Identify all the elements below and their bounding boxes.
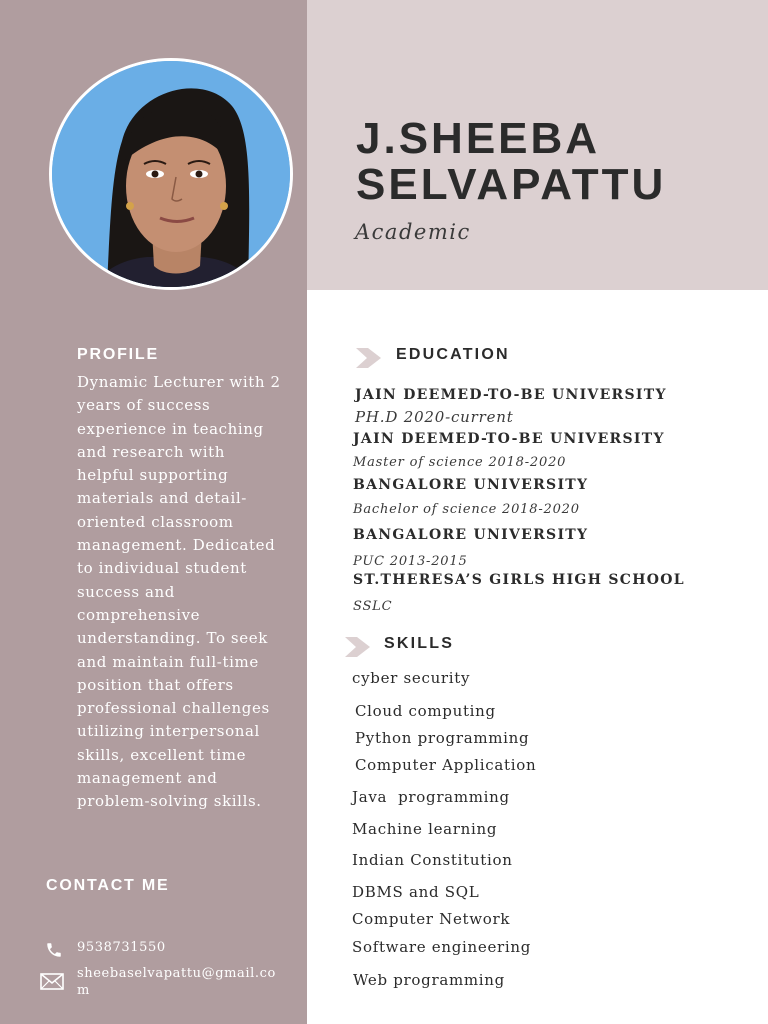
skill-item: Machine learning (352, 820, 498, 838)
name-line-2: SELVAPATTU (356, 160, 667, 209)
name-heading (356, 116, 666, 208)
profile-text: Dynamic Lecturer with 2 years of success experience in teaching and research with helpful supporting materials and detail-oriented classroom management. Dedicated to individual student success and comprehensive understanding. To seek and maintain full-time position that offers professional challenges utilizing interpersonal skills, excellent time management and problem-solving skills. (77, 373, 281, 811)
profile-heading: PROFILE (77, 346, 159, 363)
name-line-1: J.SHEEBA (356, 114, 601, 163)
skill-item: Cloud computing (355, 702, 496, 720)
education-heading: EDUCATION (396, 346, 510, 363)
job-title: Academic (355, 220, 471, 244)
skill-item: Java programming (352, 788, 510, 806)
phone-number[interactable]: 9538731550 (77, 940, 166, 955)
skill-item: Indian Constitution (352, 851, 513, 869)
education-detail: Master of science 2018-2020 (353, 455, 567, 470)
skill-item: Python programming (355, 729, 530, 747)
phone-icon (45, 941, 63, 959)
skill-item: DBMS and SQL (352, 883, 480, 901)
skills-heading: SKILLS (384, 635, 455, 652)
education-detail: PUC 2013-2015 (353, 554, 468, 569)
education-institution: BANGALORE UNIVERSITY (353, 527, 589, 543)
skills-arrow-icon (345, 637, 371, 657)
contact-heading: CONTACT ME (46, 877, 170, 894)
education-institution: JAIN DEEMED-TO-BE UNIVERSITY (353, 431, 665, 447)
envelope-icon (40, 973, 64, 990)
education-institution: ST.THERESA’S GIRLS HIGH SCHOOL (353, 572, 685, 588)
education-detail: Bachelor of science 2018-2020 (353, 502, 580, 517)
skill-item: Computer Network (352, 910, 511, 928)
education-detail: SSLC (353, 599, 393, 614)
education-arrow-icon (356, 348, 382, 368)
email-address[interactable]: sheebaselvapattu@gmail.com (77, 966, 276, 998)
education-institution: BANGALORE UNIVERSITY (353, 477, 589, 493)
skill-item: cyber security (352, 669, 471, 687)
skill-item: Web programming (353, 971, 505, 989)
education-detail: PH.D 2020-current (355, 408, 514, 426)
education-institution: JAIN DEEMED-TO-BE UNIVERSITY (355, 387, 667, 403)
skill-item: Software engineering (352, 938, 532, 956)
profile-photo (49, 58, 293, 290)
skill-item: Computer Application (355, 756, 537, 774)
